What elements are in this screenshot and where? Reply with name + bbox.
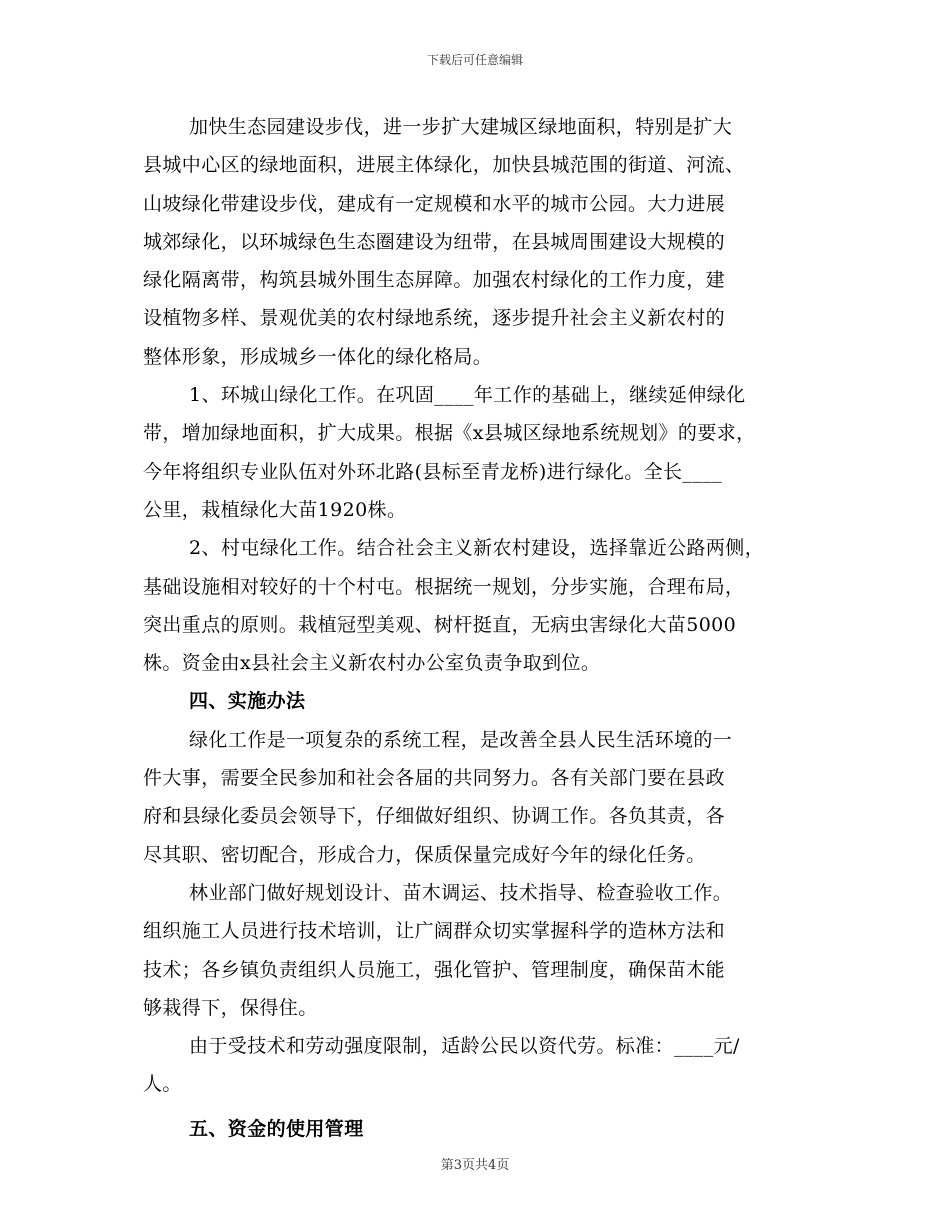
paragraph-line: 株。资金由x县社会主义新农村办公室负责争取到位。 [143,652,601,675]
page-footer: 第3页共4页 [440,1158,510,1173]
paragraph-line: 1、环城山绿化工作。在巩固____年工作的基础上，继续延伸绿化 [189,384,746,407]
paragraph-line: 设植物多样、景观优美的农村绿地系统，逐步提升社会主义新农村的 [143,307,726,330]
paragraph-line: 人。 [143,1073,182,1096]
paragraph-line: 2、村屯绿化工作。结合社会主义新农村建设，选择靠近公路两侧， [189,537,765,560]
paragraph-line: 基础设施相对较好的十个村屯。根据统一规划，分步实施，合理布局， [143,575,745,598]
paragraph-line: 公里，栽植绿化大苗1920株。 [143,498,407,521]
paragraph-line: 组织施工人员进行技术培训，让广阔群众切实掌握科学的造林方法和 [143,920,726,943]
page-header: 下载后可任意编辑 [426,53,523,67]
paragraph-line: 今年将组织专业队伍对外环北路(县标至青龙桥)进行绿化。全长____ [143,460,723,483]
paragraph-line: 整体形象，形成城乡一体化的绿化格局。 [143,345,493,368]
paragraph-line: 由于受技术和劳动强度限制，适龄公民以资代劳。标准：____元/ [189,1035,740,1058]
paragraph-line: 突出重点的原则。栽植冠型美观、树杆挺直，无病虫害绿化大苗5000 [143,613,737,636]
paragraph-line: 绿化工作是一项复杂的系统工程，是改善全县人民生活环境的一 [189,728,733,751]
paragraph-line: 城郊绿化，以环城绿色生态圈建设为纽带，在县城周围建设大规模的 [143,230,726,253]
paragraph-line: 县城中心区的绿地面积，进展主体绿化，加快县城范围的街道、河流、 [143,154,745,177]
paragraph-line: 尽其职、密切配合，形成合力，保质保量完成好今年的绿化任务。 [143,843,706,866]
paragraph-line: 带，增加绿地面积，扩大成果。根据《x县城区绿地系统规划》的要求， [143,422,756,445]
paragraph-line: 林业部门做好规划设计、苗木调运、技术指导、检查验收工作。 [189,881,733,904]
section-heading: 五、资金的使用管理 [189,1117,364,1140]
paragraph-line: 件大事，需要全民参加和社会各届的共同努力。各有关部门要在县政 [143,767,726,790]
paragraph-line: 山坡绿化带建设步伐，建成有一定规模和水平的城市公园。大力进展 [143,192,726,215]
section-heading: 四、实施办法 [189,690,306,713]
paragraph-line: 够栽得下，保得住。 [143,996,318,1019]
paragraph-line: 绿化隔离带，构筑县城外围生态屏障。加强农村绿化的工作力度，建 [143,269,726,292]
document-body [143,108,823,1148]
paragraph-line: 府和县绿化委员会领导下，仔细做好组织、协调工作。各负其责，各 [143,805,726,828]
paragraph-line: 技术；各乡镇负责组织人员施工，强化管护、管理制度，确保苗木能 [143,958,726,981]
paragraph-line: 加快生态园建设步伐，进一步扩大建城区绿地面积，特别是扩大 [189,116,733,138]
